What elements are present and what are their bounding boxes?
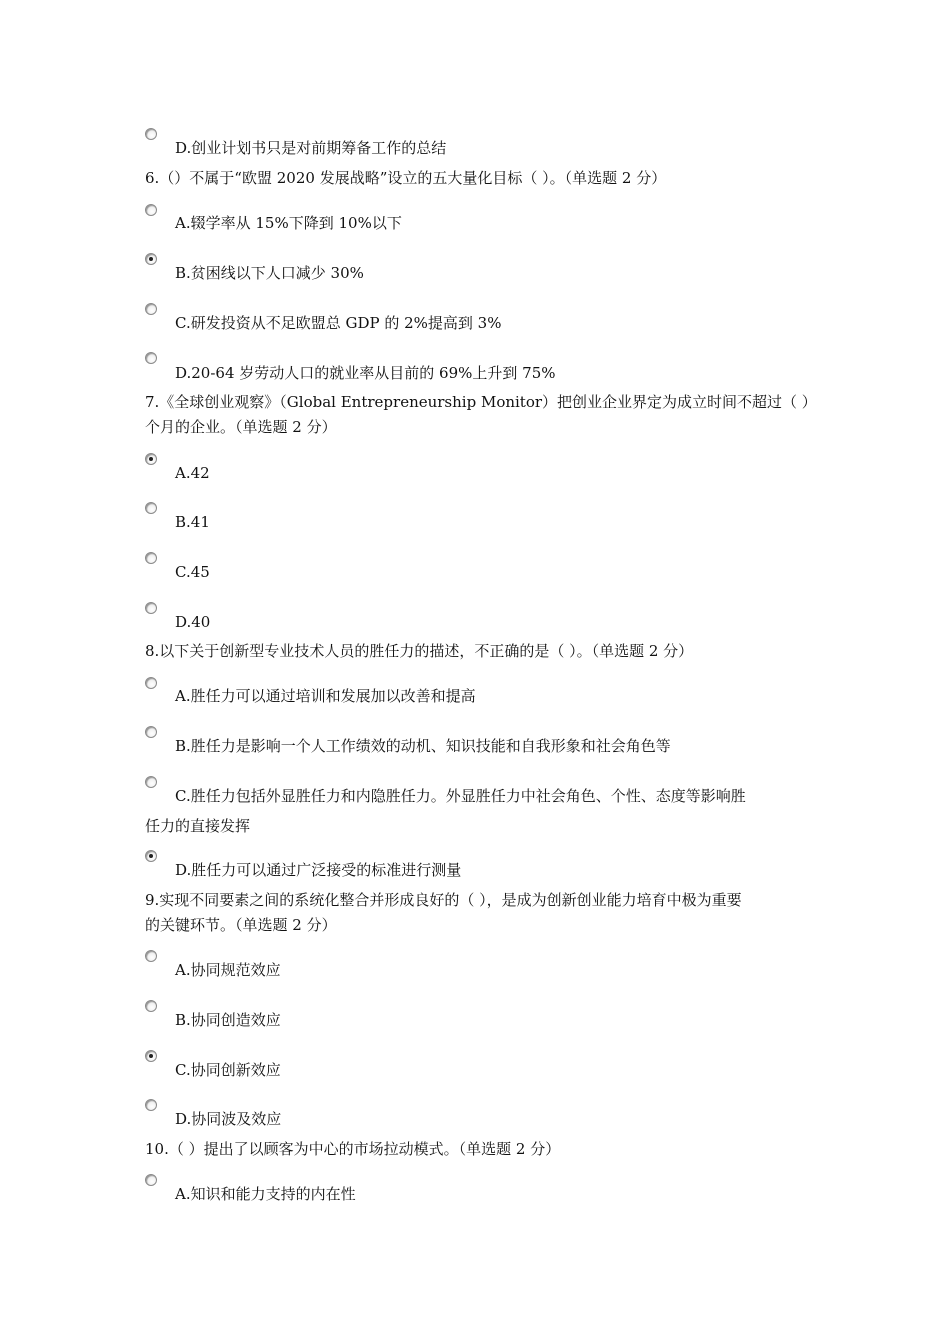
option-q9-c: C.协同创新效应 — [175, 1061, 281, 1079]
question-10-stem: 10.（ ）提出了以顾客为中心的市场拉动模式。（单选题 2 分） — [145, 1140, 561, 1158]
option-q8-d: D.胜任力可以通过广泛接受的标准进行测量 — [175, 861, 462, 879]
radio-q9-c[interactable] — [145, 1050, 157, 1062]
radio-q7-c[interactable] — [145, 552, 157, 564]
radio-q8-d[interactable] — [145, 850, 157, 862]
question-7-stem-line2: 个月的企业。（单选题 2 分） — [145, 418, 337, 436]
question-9-stem-line2: 的关键环节。（单选题 2 分） — [145, 916, 337, 934]
radio-q7-b[interactable] — [145, 502, 157, 514]
question-7-stem-line1: 7.《全球创业观察》（Global Entrepreneurship Monitor）把创业企业界定为成立时间不超过（ ） — [145, 393, 817, 411]
radio-q8-a[interactable] — [145, 677, 157, 689]
option-q6-c: C.研发投资从不足欧盟总 GDP 的 2%提高到 3% — [175, 314, 502, 332]
radio-q6-d[interactable] — [145, 352, 157, 364]
radio-q6-a[interactable] — [145, 204, 157, 216]
option-q10-a: A.知识和能力支持的内在性 — [175, 1185, 356, 1203]
radio-q5-d[interactable] — [145, 128, 157, 140]
option-q5-d: D.创业计划书只是对前期筹备工作的总结 — [175, 139, 447, 157]
option-q8-a: A.胜任力可以通过培训和发展加以改善和提高 — [175, 687, 476, 705]
option-q7-c: C.45 — [175, 563, 210, 581]
radio-q8-b[interactable] — [145, 726, 157, 738]
option-q7-b: B.41 — [175, 513, 210, 531]
option-q6-b: B.贫困线以下人口减少 30% — [175, 264, 364, 282]
radio-q10-a[interactable] — [145, 1174, 157, 1186]
radio-q8-c[interactable] — [145, 776, 157, 788]
option-q8-b: B.胜任力是影响一个人工作绩效的动机、知识技能和自我形象和社会角色等 — [175, 737, 671, 755]
option-q8-c-continuation: 任力的直接发挥 — [145, 817, 251, 835]
option-q9-b: B.协同创造效应 — [175, 1011, 281, 1029]
question-9-stem-line1: 9.实现不同要素之间的系统化整合并形成良好的（ ），是成为创新创业能力培育中极为重要 — [145, 891, 742, 909]
question-6-stem: 6.（）不属于“欧盟 2020 发展战略”设立的五大量化目标（ ）。（单选题 2 分） — [145, 169, 667, 187]
option-q6-d: D.20-64 岁劳动人口的就业率从目前的 69%上升到 75% — [175, 364, 556, 382]
radio-q9-d[interactable] — [145, 1099, 157, 1111]
option-q9-d: D.协同波及效应 — [175, 1110, 282, 1128]
option-q7-d: D.40 — [175, 613, 211, 631]
radio-q9-a[interactable] — [145, 950, 157, 962]
option-q6-a: A.辍学率从 15%下降到 10%以下 — [175, 214, 402, 232]
option-q9-a: A.协同规范效应 — [175, 961, 281, 979]
option-q8-c: C.胜任力包括外显胜任力和内隐胜任力。外显胜任力中社会角色、个性、态度等影响胜 — [175, 787, 746, 805]
radio-q6-b[interactable] — [145, 253, 157, 265]
radio-q7-d[interactable] — [145, 602, 157, 614]
radio-q9-b[interactable] — [145, 1000, 157, 1012]
question-8-stem: 8.以下关于创新型专业技术人员的胜任力的描述，不正确的是（ ）。（单选题 2 分） — [145, 642, 694, 660]
option-q7-a: A.42 — [175, 464, 210, 482]
radio-q6-c[interactable] — [145, 303, 157, 315]
radio-q7-a[interactable] — [145, 453, 157, 465]
